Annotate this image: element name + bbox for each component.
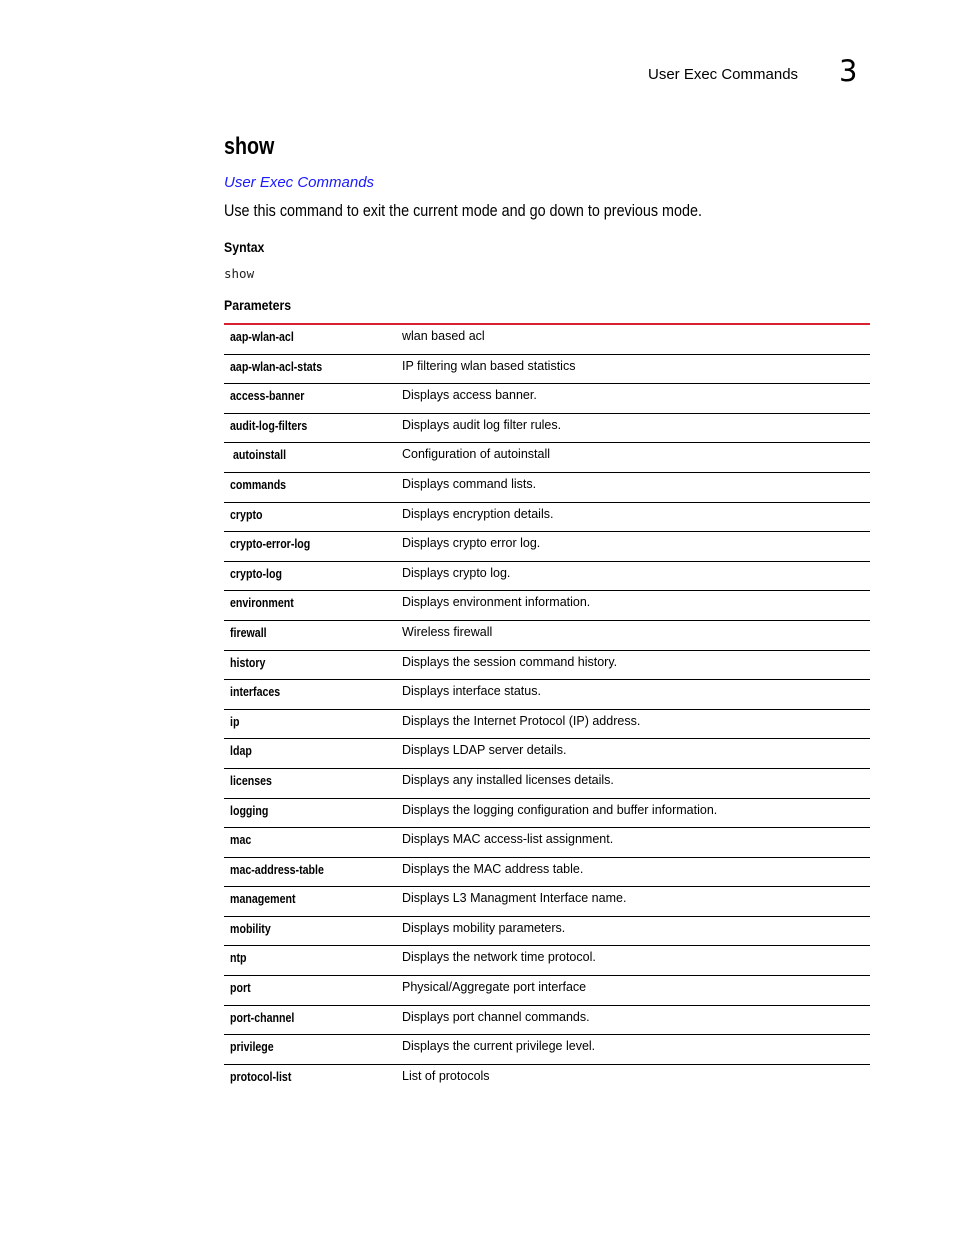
table-row — [224, 710, 870, 740]
parameter-description: Displays mobility parameters. — [402, 920, 566, 935]
table-row — [224, 562, 870, 592]
parameter-name: logging — [230, 803, 269, 818]
syntax-heading: Syntax — [224, 239, 265, 255]
table-row — [224, 739, 870, 769]
table-row — [224, 532, 870, 562]
table-row — [224, 414, 870, 444]
parameter-description: Displays environment information. — [402, 595, 591, 610]
parameter-description: Displays audit log filter rules. — [402, 417, 562, 432]
table-row — [224, 946, 870, 976]
table-row — [224, 1006, 870, 1036]
parameter-name: audit-log-filters — [230, 418, 308, 433]
parameter-name: aap-wlan-acl — [230, 330, 294, 344]
parameter-name: protocol-list — [230, 1069, 292, 1084]
table-row — [224, 887, 870, 917]
parameter-name: mac-address-table — [230, 862, 324, 877]
table-row — [224, 621, 870, 651]
syntax-code: show — [224, 266, 255, 281]
parameter-name: crypto — [230, 507, 263, 522]
parameter-name: port-channel — [230, 1010, 295, 1025]
parameter-name: port — [230, 981, 251, 996]
table-row — [224, 799, 870, 829]
parameter-name: crypto-log — [230, 566, 282, 581]
parameter-name: ip — [230, 714, 240, 729]
table-row — [224, 443, 870, 473]
parameter-description: Physical/Aggregate port interface — [402, 980, 587, 995]
table-row — [224, 325, 870, 355]
parameter-description: Displays interface status. — [402, 684, 541, 699]
parameter-description: Displays the MAC address table. — [402, 861, 584, 876]
running-header-title: User Exec Commands — [648, 66, 799, 83]
parameter-name: environment — [230, 596, 294, 611]
parameter-description: Configuration of autoinstall — [402, 447, 551, 462]
table-row — [224, 651, 870, 681]
parameter-name: licenses — [230, 773, 272, 788]
parameter-description: List of protocols — [402, 1068, 490, 1083]
table-row — [224, 976, 870, 1006]
parameter-description: Displays the Internet Protocol (IP) address. — [402, 713, 641, 728]
parameter-description: Displays crypto error log. — [402, 536, 541, 551]
parameter-name: history — [230, 655, 266, 670]
parameter-name: access-banner — [230, 389, 305, 404]
parameter-name: aap-wlan-acl-stats — [230, 359, 323, 374]
parameter-description: Displays the session command history. — [402, 654, 618, 669]
table-row — [224, 1065, 870, 1095]
parameter-name: privilege — [230, 1040, 274, 1055]
table-row — [224, 503, 870, 533]
parameter-description: Displays encryption details. — [402, 506, 554, 521]
table-row — [224, 917, 870, 947]
parameter-description: Displays the logging configuration and buffer information. — [402, 802, 718, 817]
table-row — [224, 828, 870, 858]
parameter-name: commands — [230, 477, 287, 492]
parameter-description: Wireless firewall — [402, 624, 493, 639]
parameter-description: Displays access banner. — [402, 388, 537, 403]
table-row — [224, 384, 870, 414]
page-title: show — [224, 133, 275, 160]
parameter-description: IP filtering wlan based statistics — [402, 358, 576, 373]
parameter-description: Displays crypto log. — [402, 565, 511, 580]
parameter-name: firewall — [230, 625, 267, 640]
command-description: Use this command to exit the current mode and go down to previous mode. — [224, 202, 702, 220]
parameter-description: Displays port channel commands. — [402, 1009, 590, 1024]
parameter-description: Displays the current privilege level. — [402, 1039, 596, 1054]
parameter-description: Displays MAC access-list assignment. — [402, 832, 614, 847]
parameter-description: Displays LDAP server details. — [402, 743, 567, 758]
table-row — [224, 355, 870, 385]
table-row — [224, 1035, 870, 1065]
parameter-name: autoinstall — [230, 448, 287, 463]
parameter-name: crypto-error-log — [230, 537, 311, 552]
parameter-name: ldap — [230, 744, 252, 759]
parameter-description: Displays L3 Managment Interface name. — [402, 891, 627, 906]
parameter-name: mac — [230, 833, 252, 848]
parameter-description: Displays the network time protocol. — [402, 950, 596, 965]
table-row — [224, 591, 870, 621]
parameter-name: interfaces — [230, 685, 281, 700]
parameter-description: Displays command lists. — [402, 476, 537, 491]
parameters-table — [224, 323, 870, 1094]
table-row — [224, 769, 870, 799]
parameter-name: mobility — [230, 921, 271, 936]
table-row — [224, 858, 870, 888]
table-row — [224, 473, 870, 503]
parameter-name: management — [230, 892, 296, 907]
table-row — [224, 680, 870, 710]
parameter-description: Displays any installed licenses details. — [402, 772, 614, 787]
parameter-description: wlan based acl — [402, 329, 485, 343]
chapter-number: 3 — [839, 54, 858, 88]
parameters-heading: Parameters — [224, 297, 292, 313]
section-link[interactable]: User Exec Commands — [224, 174, 375, 191]
parameter-name: ntp — [230, 951, 247, 966]
